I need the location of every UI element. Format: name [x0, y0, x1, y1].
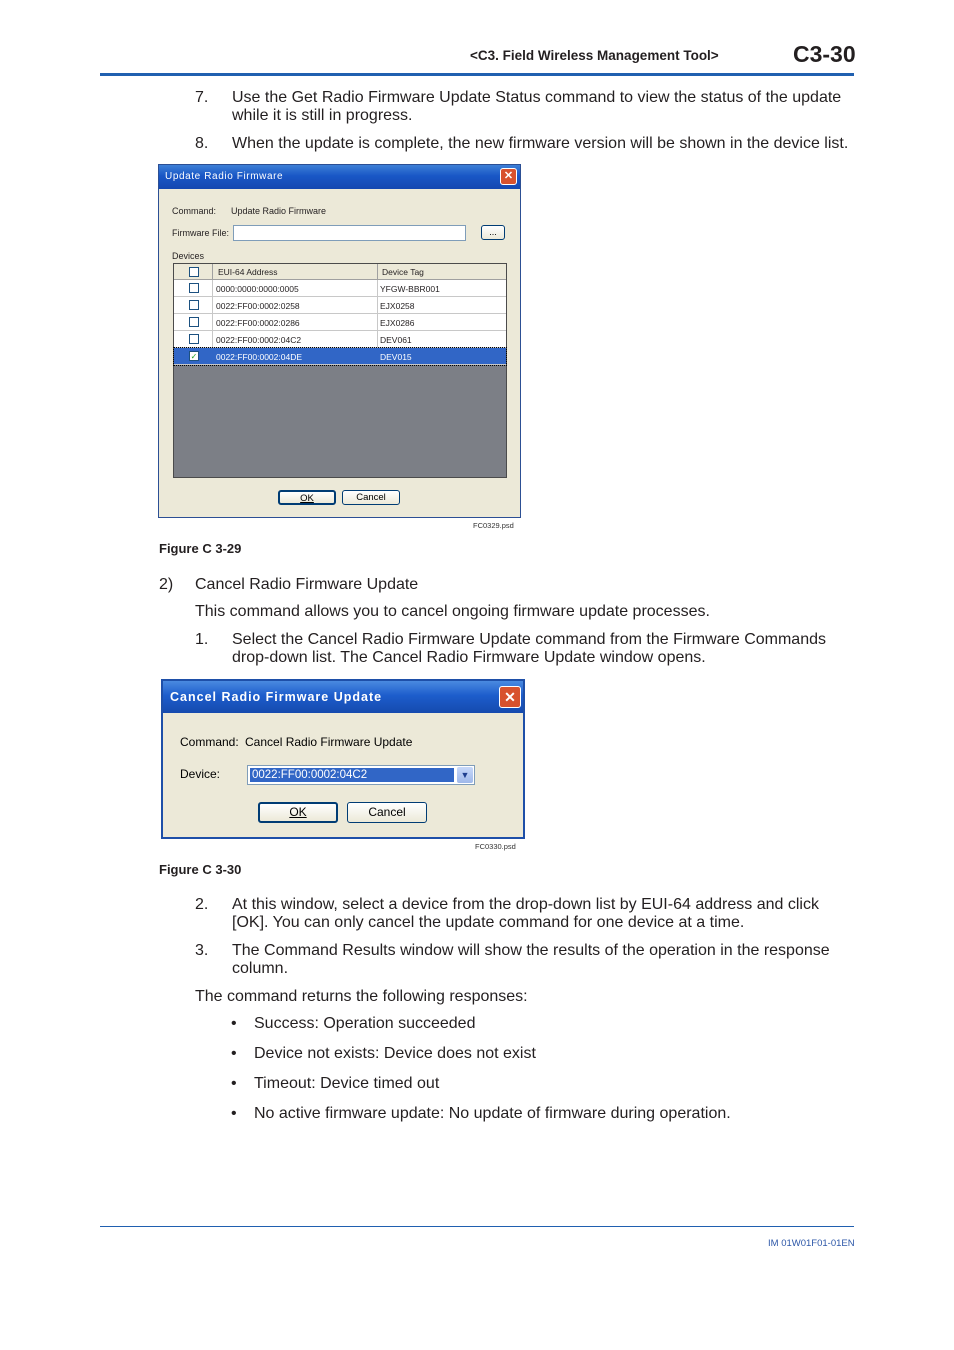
eui64-address-cell: 0022:FF00:0002:0258	[216, 301, 300, 311]
device-label: Device:	[180, 767, 221, 781]
response-item: Device not exists: Device does not exist	[254, 1045, 536, 1062]
row-checkbox[interactable]: ✓	[190, 352, 198, 361]
figure-caption: Figure C 3-29	[159, 541, 242, 556]
step-number: 1.	[195, 631, 209, 648]
table-row[interactable]	[174, 297, 506, 314]
step-text: At this window, select a device from the drop-down list by EUI-64 address and click [OK]. You can only cancel the update command for one device at a time.	[232, 896, 819, 931]
device-dropdown[interactable]	[247, 765, 475, 785]
column-divider	[377, 280, 378, 296]
section-title: Cancel Radio Firmware Update	[195, 576, 419, 593]
eui64-address-cell: 0000:0000:0000:0005	[216, 284, 299, 294]
dialog-title: Update Radio Firmware	[165, 171, 284, 182]
column-divider	[377, 331, 378, 347]
step-number: 7.	[195, 89, 209, 106]
figure-file-name: FC0330.psd	[475, 842, 516, 851]
step-number: 3.	[195, 942, 209, 959]
page-number: C3-30	[793, 41, 856, 67]
column-divider	[212, 297, 213, 313]
command-value: Update Radio Firmware	[231, 206, 327, 216]
firmware-file-input[interactable]	[233, 225, 466, 241]
section-intro: This command allows you to cancel ongoing firmware update processes.	[195, 603, 710, 620]
ok-button[interactable]: OK	[278, 490, 336, 505]
device-tag-cell: EJX0258	[380, 301, 415, 311]
row-checkbox[interactable]	[189, 283, 199, 293]
device-tag-cell: DEV015	[380, 352, 412, 362]
bullet: •	[231, 1015, 237, 1032]
table-row[interactable]	[174, 314, 506, 331]
column-divider	[377, 348, 378, 364]
eui64-address-cell: 0022:FF00:0002:04C2	[216, 335, 302, 345]
column-divider	[377, 297, 378, 313]
table-row[interactable]	[174, 331, 506, 348]
table-row[interactable]	[174, 280, 506, 297]
command-value: Cancel Radio Firmware Update	[245, 735, 413, 749]
dialog-title-bar	[163, 681, 523, 713]
eui64-address-cell: 0022:FF00:0002:04DE	[216, 352, 303, 362]
header-rule	[100, 73, 854, 76]
device-tag-cell: YFGW-BBR001	[380, 284, 440, 294]
chevron-down-icon[interactable]: ▼	[457, 767, 473, 783]
step-number: 8.	[195, 135, 209, 152]
response-item: No active firmware update: No update of firmware during operation.	[254, 1105, 731, 1122]
cancel-button[interactable]: Cancel	[342, 490, 400, 505]
column-divider	[377, 314, 378, 330]
footer-rule	[100, 1226, 854, 1227]
select-all-checkbox[interactable]	[189, 267, 199, 277]
column-header-eui64[interactable]: EUI-64 Address	[218, 267, 278, 277]
step-text: When the update is complete, the new firmware version will be shown in the device list.	[232, 135, 849, 152]
figure-caption: Figure C 3-30	[159, 862, 242, 877]
step-number: 2.	[195, 896, 209, 913]
command-label: Command:	[180, 735, 239, 749]
devices-grid	[173, 263, 507, 478]
dialog-title: Cancel Radio Firmware Update	[170, 690, 383, 704]
close-icon[interactable]: ✕	[499, 686, 521, 708]
row-checkbox[interactable]	[189, 300, 199, 310]
eui64-address-cell: 0022:FF00:0002:0286	[216, 318, 300, 328]
table-row[interactable]	[174, 348, 506, 365]
bullet: •	[231, 1045, 237, 1062]
row-checkbox[interactable]	[189, 334, 199, 344]
cancel-button[interactable]: Cancel	[347, 802, 427, 823]
step-text: Use the Get Radio Firmware Update Status command to view the status of the update while it is still in progress.	[232, 89, 842, 124]
step-text: The Command Results window will show the results of the operation in the response column.	[232, 942, 830, 977]
figure-file-name: FC0329.psd	[473, 521, 514, 530]
section-number: 2)	[159, 576, 174, 593]
device-tag-cell: EJX0286	[380, 318, 415, 328]
responses-intro: The command returns the following responses:	[195, 988, 528, 1005]
command-label: Command:	[172, 206, 217, 216]
browse-button[interactable]: ...	[481, 225, 505, 240]
bullet: •	[231, 1075, 237, 1092]
column-divider	[212, 264, 213, 279]
column-divider	[212, 314, 213, 330]
column-divider	[212, 331, 213, 347]
step-text: Select the Cancel Radio Firmware Update command from the Firmware Commands drop-down list. The Cancel Radio Firmware Update window opens.	[232, 631, 826, 666]
device-tag-cell: DEV061	[380, 335, 412, 345]
ok-button[interactable]: OK	[258, 802, 338, 823]
response-item: Timeout: Device timed out	[254, 1075, 440, 1092]
column-divider	[377, 264, 378, 279]
firmware-file-label: Firmware File:	[172, 228, 230, 238]
row-checkbox[interactable]	[189, 317, 199, 327]
running-header: <C3. Field Wireless Management Tool>	[470, 48, 719, 63]
column-divider	[212, 348, 213, 364]
dialog-title-bar	[159, 165, 520, 189]
devices-label: Devices	[172, 251, 205, 261]
bullet: •	[231, 1105, 237, 1122]
update-radio-firmware-dialog	[158, 164, 521, 518]
column-divider	[212, 280, 213, 296]
grid-header	[174, 264, 506, 280]
document-id: IM 01W01F01-01EN	[768, 1238, 855, 1249]
close-icon[interactable]: ✕	[500, 168, 517, 185]
device-dropdown-value: 0022:FF00:0002:04C2	[250, 768, 454, 782]
response-item: Success: Operation succeeded	[254, 1015, 476, 1032]
cancel-radio-firmware-dialog	[161, 679, 525, 839]
column-header-device-tag[interactable]: Device Tag	[382, 267, 424, 277]
